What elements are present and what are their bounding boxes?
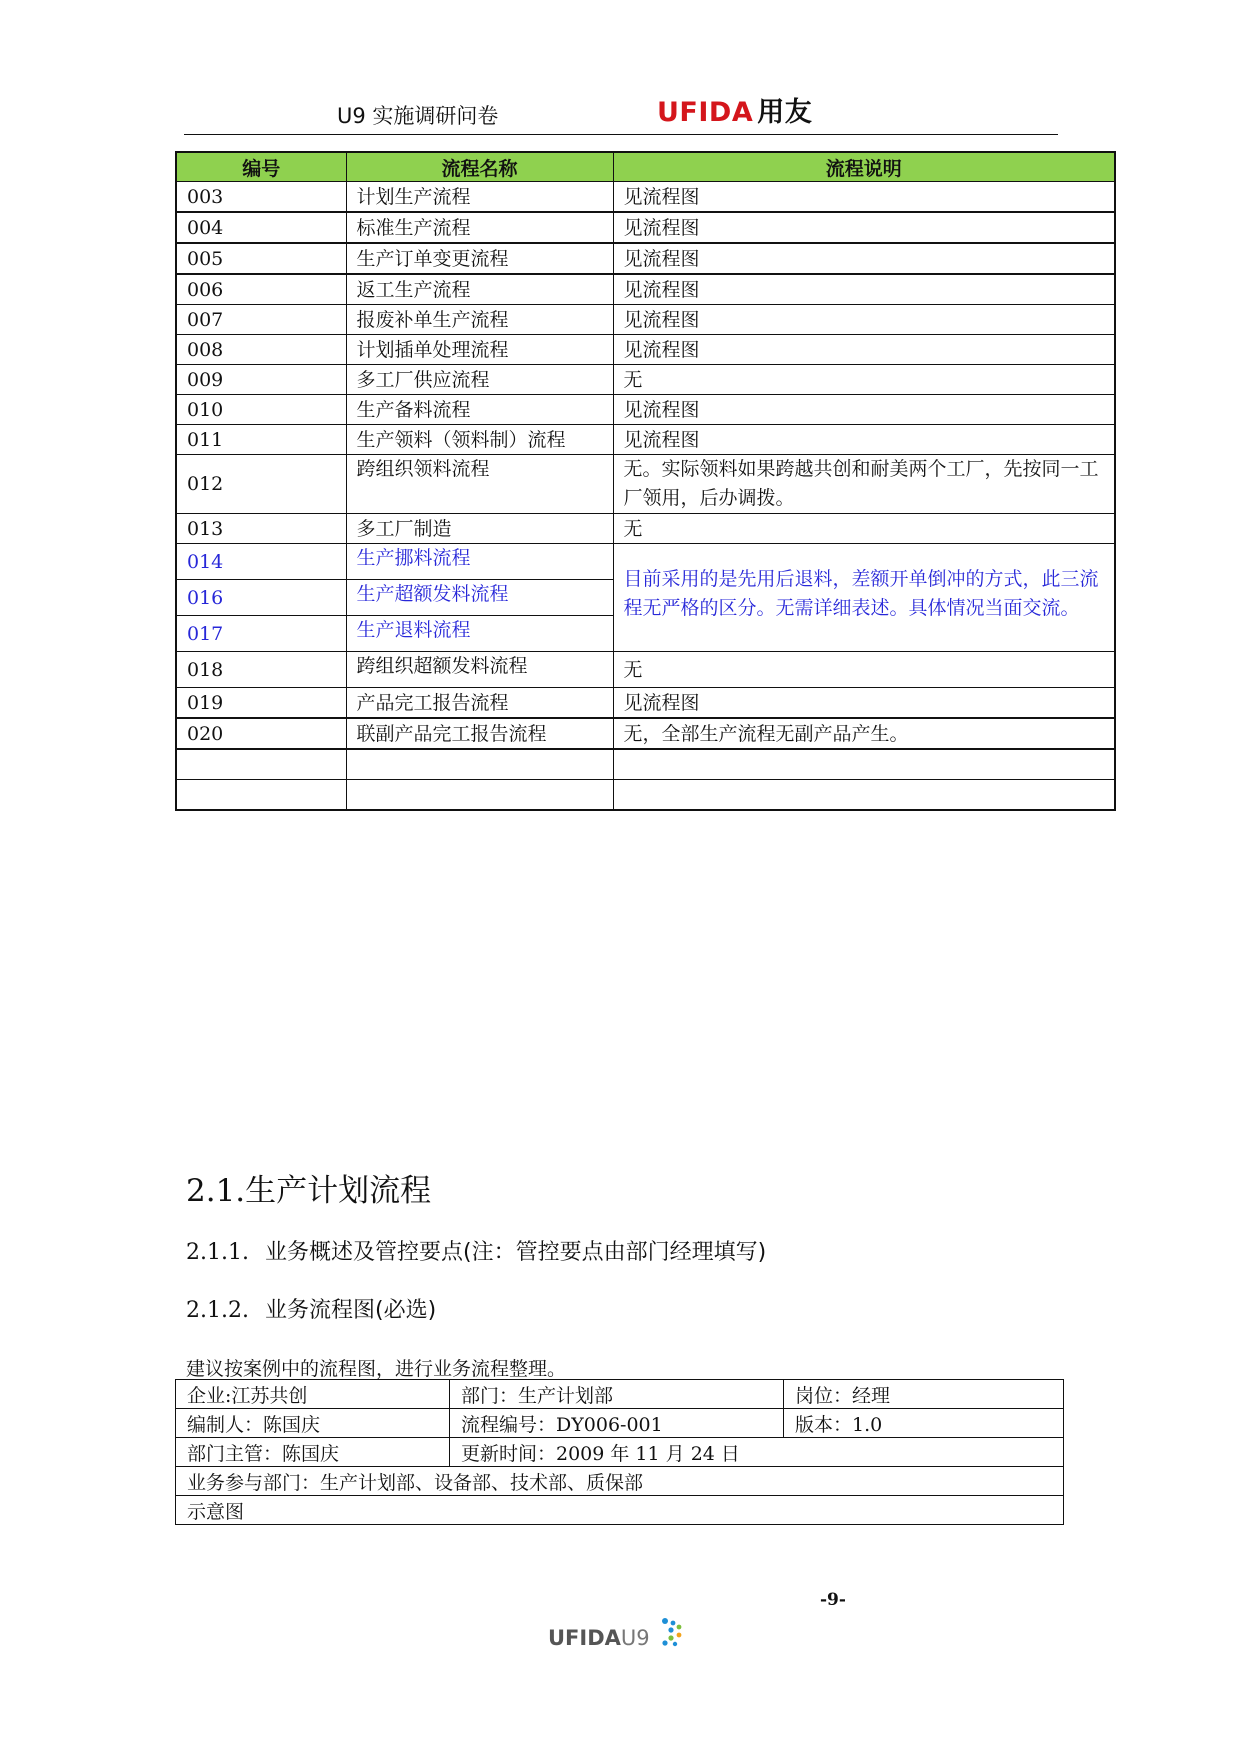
dots-icon bbox=[657, 1617, 685, 1651]
table-row-empty bbox=[176, 780, 1115, 811]
row-id: 012 bbox=[176, 455, 346, 514]
header-divider bbox=[184, 134, 1058, 135]
row-name: 多工厂供应流程 bbox=[346, 365, 613, 395]
row-id: 013 bbox=[176, 514, 346, 544]
table-row bbox=[176, 305, 1115, 335]
row-id: 008 bbox=[176, 335, 346, 365]
table-row bbox=[176, 455, 1115, 514]
row-name: 多工厂制造 bbox=[346, 514, 613, 544]
row-id: 007 bbox=[176, 305, 346, 335]
empty-cell bbox=[613, 749, 1115, 780]
subsection-title: 业务流程图(必选) bbox=[264, 1298, 437, 1323]
company-cell: 企业:江苏共创 bbox=[176, 1380, 450, 1409]
table-row bbox=[176, 274, 1115, 305]
row-desc: 见流程图 bbox=[613, 243, 1115, 274]
subsection-number: 2.1.1. bbox=[186, 1240, 249, 1265]
subsection-title: 业务概述及管控要点(注：管控要点由部门经理填写) bbox=[264, 1240, 767, 1265]
document-title: U9 实施调研问卷 bbox=[337, 104, 499, 128]
table-row-empty bbox=[176, 749, 1115, 780]
suggestion-text: 建议按案例中的流程图，进行业务流程整理。 bbox=[186, 1358, 567, 1380]
empty-cell bbox=[613, 780, 1115, 811]
row-desc-merged: 目前采用的是先用后退料，差额开单倒冲的方式，此三流程无严格的区分。无需详细表述。具体情况当面交流。 bbox=[613, 544, 1115, 652]
row-id: 016 bbox=[176, 580, 346, 616]
info-row bbox=[176, 1496, 1064, 1525]
process-info-table bbox=[175, 1379, 1064, 1525]
empty-cell bbox=[176, 780, 346, 811]
row-id: 019 bbox=[176, 688, 346, 719]
supervisor-cell: 部门主管：陈国庆 bbox=[176, 1438, 450, 1467]
row-desc: 见流程图 bbox=[613, 305, 1115, 335]
footer-logo-u9: U9 bbox=[620, 1626, 650, 1650]
table-row bbox=[176, 182, 1115, 213]
subsection-heading-flowchart bbox=[186, 1293, 436, 1324]
row-desc: 无 bbox=[613, 365, 1115, 395]
row-desc: 见流程图 bbox=[613, 425, 1115, 455]
table-row bbox=[176, 544, 1115, 580]
row-desc: 见流程图 bbox=[613, 395, 1115, 425]
section-heading bbox=[186, 1165, 431, 1210]
row-id: 017 bbox=[176, 616, 346, 652]
participating-departments-cell: 业务参与部门：生产计划部、设备部、技术部、质保部 bbox=[176, 1467, 1064, 1496]
table-header-row bbox=[176, 152, 1115, 182]
table-row bbox=[176, 718, 1115, 749]
logo-chinese: 用友 bbox=[757, 97, 813, 128]
row-id: 014 bbox=[176, 544, 346, 580]
table-row bbox=[176, 365, 1115, 395]
row-name: 生产挪料流程 bbox=[346, 544, 613, 580]
subsection-heading-overview bbox=[186, 1235, 766, 1266]
row-name: 联副产品完工报告流程 bbox=[346, 718, 613, 749]
row-desc: 见流程图 bbox=[613, 688, 1115, 719]
author-cell: 编制人：陈国庆 bbox=[176, 1409, 450, 1438]
row-id: 003 bbox=[176, 182, 346, 213]
ufida-u9-logo bbox=[548, 1617, 685, 1651]
footer-logo-latin: UFIDA bbox=[548, 1626, 621, 1650]
department-cell: 部门：生产计划部 bbox=[450, 1380, 784, 1409]
table-row bbox=[176, 652, 1115, 688]
info-row bbox=[176, 1409, 1064, 1438]
row-name: 生产退料流程 bbox=[346, 616, 613, 652]
row-name: 报废补单生产流程 bbox=[346, 305, 613, 335]
row-desc: 无，全部生产流程无副产品产生。 bbox=[613, 718, 1115, 749]
logo-latin: UFIDA bbox=[657, 97, 754, 128]
row-id: 010 bbox=[176, 395, 346, 425]
position-cell: 岗位：经理 bbox=[784, 1380, 1064, 1409]
table-row bbox=[176, 212, 1115, 243]
table-row bbox=[176, 688, 1115, 719]
row-name: 计划插单处理流程 bbox=[346, 335, 613, 365]
empty-cell bbox=[346, 749, 613, 780]
row-id: 005 bbox=[176, 243, 346, 274]
row-id: 009 bbox=[176, 365, 346, 395]
row-name: 生产领料（领料制）流程 bbox=[346, 425, 613, 455]
process-table bbox=[175, 151, 1116, 811]
row-id: 004 bbox=[176, 212, 346, 243]
row-name: 跨组织领料流程 bbox=[346, 455, 613, 514]
table-row bbox=[176, 243, 1115, 274]
diagram-label-cell: 示意图 bbox=[176, 1496, 1064, 1525]
section-number: 2.1. bbox=[186, 1173, 246, 1209]
column-header-name: 流程名称 bbox=[346, 152, 613, 182]
version-cell: 版本：1.0 bbox=[784, 1409, 1064, 1438]
section-title: 生产计划流程 bbox=[245, 1173, 432, 1209]
row-desc: 见流程图 bbox=[613, 212, 1115, 243]
info-row bbox=[176, 1467, 1064, 1496]
page-number: -9- bbox=[820, 1590, 846, 1610]
row-desc: 见流程图 bbox=[613, 335, 1115, 365]
table-row bbox=[176, 425, 1115, 455]
row-name: 生产超额发料流程 bbox=[346, 580, 613, 616]
row-name: 产品完工报告流程 bbox=[346, 688, 613, 719]
empty-cell bbox=[176, 749, 346, 780]
row-name: 标准生产流程 bbox=[346, 212, 613, 243]
ufida-logo bbox=[657, 90, 812, 129]
row-name: 计划生产流程 bbox=[346, 182, 613, 213]
table-row bbox=[176, 335, 1115, 365]
row-name: 生产备料流程 bbox=[346, 395, 613, 425]
row-desc: 无 bbox=[613, 652, 1115, 688]
row-desc: 无。实际领料如果跨越共创和耐美两个工厂，先按同一工厂领用，后办调拨。 bbox=[613, 455, 1115, 514]
table-row bbox=[176, 395, 1115, 425]
update-time-cell: 更新时间：2009 年 11 月 24 日 bbox=[450, 1438, 1064, 1467]
subsection-number: 2.1.2. bbox=[186, 1298, 249, 1323]
info-row bbox=[176, 1380, 1064, 1409]
table-row bbox=[176, 514, 1115, 544]
row-desc: 见流程图 bbox=[613, 182, 1115, 213]
row-id: 011 bbox=[176, 425, 346, 455]
row-desc: 无 bbox=[613, 514, 1115, 544]
row-name: 生产订单变更流程 bbox=[346, 243, 613, 274]
empty-cell bbox=[346, 780, 613, 811]
info-row bbox=[176, 1438, 1064, 1467]
column-header-id: 编号 bbox=[176, 152, 346, 182]
row-id: 006 bbox=[176, 274, 346, 305]
row-name: 返工生产流程 bbox=[346, 274, 613, 305]
row-id: 018 bbox=[176, 652, 346, 688]
row-id: 020 bbox=[176, 718, 346, 749]
column-header-desc: 流程说明 bbox=[613, 152, 1115, 182]
process-code-cell: 流程编号：DY006-001 bbox=[450, 1409, 784, 1438]
row-desc: 见流程图 bbox=[613, 274, 1115, 305]
row-name: 跨组织超额发料流程 bbox=[346, 652, 613, 688]
